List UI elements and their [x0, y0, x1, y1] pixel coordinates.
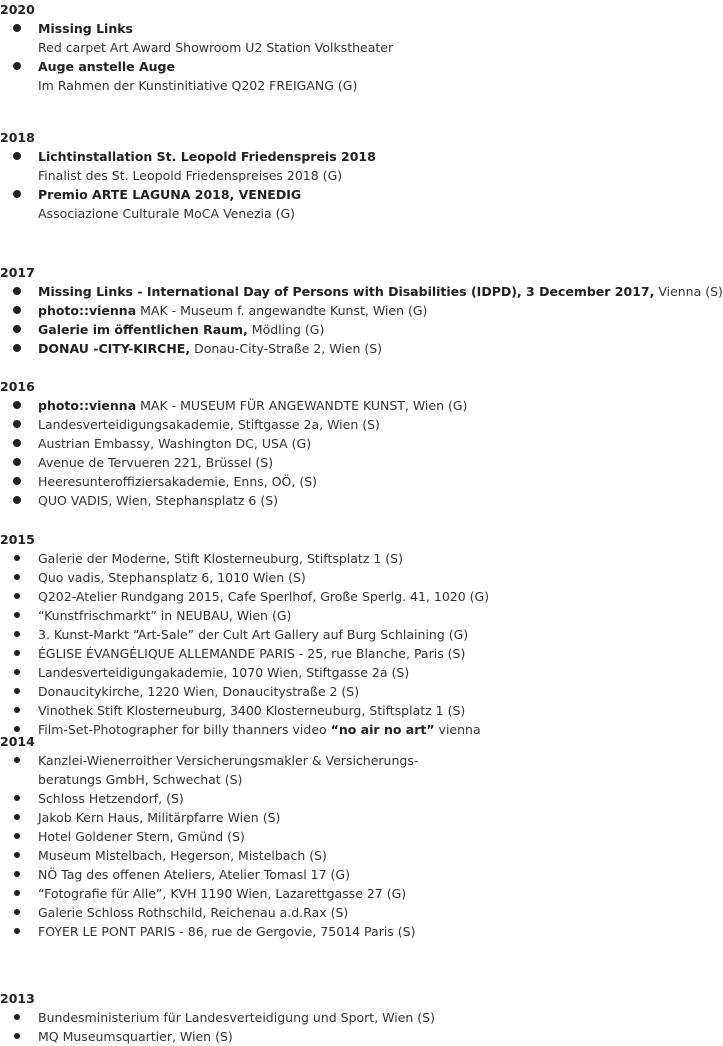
list-item — [0, 301, 705, 320]
list-item — [0, 1008, 705, 1027]
item-line — [0, 472, 705, 491]
bullet-icon — [13, 401, 21, 409]
item-title: photo::vienna — [38, 303, 137, 318]
item-line — [0, 846, 705, 865]
item-text: Hotel Goldener Stern, Gmünd (S) — [38, 829, 245, 844]
list-item — [0, 282, 723, 301]
list-item — [0, 587, 705, 606]
item-line — [0, 808, 705, 827]
item-text: MAK - MUSEUM FÜR ANGEWANDTE KUNST, Wien (G) — [136, 398, 468, 413]
bullet-icon — [14, 688, 20, 694]
item-subtitle: Im Rahmen der Kunstinitiative Q202 FREIGANG (G) — [38, 78, 358, 93]
item-text: MAK - Museum f. angewandte Kunst, Wien (G) — [136, 303, 428, 318]
item-line — [0, 19, 705, 38]
item-text: Vinothek Stift Klosterneuburg, 3400 Klosterneuburg, Stiftsplatz 1 (S) — [38, 703, 466, 718]
bullet-icon — [13, 152, 21, 160]
item-line — [0, 903, 705, 922]
item-line — [0, 147, 705, 166]
item-line — [0, 568, 705, 587]
item-text: Vienna (S) — [654, 284, 723, 299]
bullet-icon — [13, 420, 21, 428]
list-item — [0, 865, 705, 884]
item-line — [0, 720, 705, 739]
bullet-icon — [14, 833, 20, 839]
bullet-icon — [14, 814, 20, 820]
item-text: Landesverteidigungsakademie, Stiftgasse 2a, Wien (S) — [38, 417, 380, 432]
list-item — [0, 846, 705, 865]
list-item — [0, 884, 705, 903]
item-text: Galerie Schloss Rothschild, Reichenau a.d.Rax (S) — [38, 905, 349, 920]
item-line — [0, 827, 705, 846]
bullet-icon — [14, 593, 20, 599]
list-item — [0, 808, 705, 827]
item-title: Auge anstelle Auge — [38, 59, 175, 74]
item-text: Film-Set-Photographer for billy thanners video — [38, 722, 331, 737]
bullet-icon — [14, 1014, 20, 1020]
bullet-icon — [13, 62, 21, 70]
bullet-icon — [14, 650, 20, 656]
list-item — [0, 415, 705, 434]
bullet-icon — [13, 458, 21, 466]
bullet-icon — [14, 707, 20, 713]
item-text: Galerie der Moderne, Stift Klosterneuburg, Stiftsplatz 1 (S) — [38, 551, 403, 566]
bullet-icon — [14, 928, 20, 934]
list-item — [0, 789, 705, 808]
list-item — [0, 434, 705, 453]
item-line — [0, 185, 705, 204]
list-item — [0, 903, 705, 922]
item-text: Donaucitykirche, 1220 Wien, Donaucitystraße 2 (S) — [38, 684, 360, 699]
bullet-icon — [14, 612, 20, 618]
item-text: Austrian Embassy, Washington DC, USA (G) — [38, 436, 312, 451]
item-line — [0, 682, 705, 701]
bullet-icon — [13, 287, 21, 295]
item-line — [0, 339, 705, 358]
list-item — [0, 185, 705, 223]
list-item — [0, 827, 705, 846]
item-text: Bundesministerium für Landesverteidigung und Sport, Wien (S) — [38, 1010, 435, 1025]
item-text: Museum Mistelbach, Hegerson, Mistelbach (S) — [38, 848, 327, 863]
list-item — [0, 701, 705, 720]
item-subtitle: Associazione Culturale MoCA Venezia (G) — [38, 206, 296, 221]
item-text: Heeresunteroffiziersakademie, Enns, OÖ, (S) — [38, 474, 318, 489]
list-item — [0, 922, 705, 941]
section-year: 2017 — [0, 265, 35, 280]
list-item — [0, 568, 705, 587]
item-line — [0, 606, 705, 625]
item-line — [0, 789, 705, 808]
list-item — [0, 472, 705, 491]
item-line — [0, 922, 705, 941]
list-item — [0, 147, 705, 185]
item-line — [0, 301, 705, 320]
item-text: Mödling (G) — [247, 322, 325, 337]
bullet-icon — [14, 852, 20, 858]
list-item — [0, 19, 705, 57]
item-text: ÉGLISE ÉVANGÉLIQUE ALLEMANDE PARIS - 25, rue Blanche, Paris (S) — [38, 646, 466, 661]
bullet-icon — [14, 631, 20, 637]
list-item — [0, 751, 705, 789]
item-text: FOYER LE PONT PARIS - 86, rue de Gergovie, 75014 Paris (S) — [38, 924, 416, 939]
list-item — [0, 1027, 705, 1046]
section-year: 2015 — [0, 532, 35, 547]
section-year: 2014 — [0, 734, 35, 749]
item-text: Jakob Kern Haus, Militärpfarre Wien (S) — [38, 810, 281, 825]
item-line — [0, 282, 723, 301]
item-title: Missing Links — [38, 21, 133, 36]
item-text: Avenue de Tervueren 221, Brüssel (S) — [38, 455, 274, 470]
item-text: “Kunstfrischmarkt” in NEUBAU, Wien (G) — [38, 608, 292, 623]
item-text: 3. Kunst-Markt “Art-Sale” der Cult Art Gallery auf Burg Schlaining (G) — [38, 627, 469, 642]
item-line — [0, 1027, 705, 1046]
bullet-icon — [13, 344, 21, 352]
item-text: Donau-City-Straße 2, Wien (S) — [190, 341, 383, 356]
section-year: 2016 — [0, 379, 35, 394]
list-item — [0, 720, 705, 739]
list-item — [0, 682, 705, 701]
section-year: 2013 — [0, 991, 35, 1006]
item-line — [0, 865, 705, 884]
bullet-icon — [14, 669, 20, 675]
item-line — [0, 57, 705, 76]
list-item — [0, 57, 705, 95]
bullet-icon — [14, 871, 20, 877]
item-line — [0, 701, 705, 720]
item-subtitle: beratungs GmbH, Schwechat (S) — [38, 772, 243, 787]
item-text: MQ Museumsquartier, Wien (S) — [38, 1029, 233, 1044]
list-item — [0, 491, 705, 510]
bullet-icon — [14, 890, 20, 896]
item-title: Lichtinstallation St. Leopold Friedenspreis 2018 — [38, 149, 376, 164]
list-item — [0, 625, 705, 644]
item-title: DONAU -CITY-KIRCHE, — [38, 341, 191, 356]
bullet-icon — [13, 477, 21, 485]
item-title: photo::vienna — [38, 398, 137, 413]
bullet-icon — [13, 439, 21, 447]
list-item — [0, 396, 705, 415]
item-emphasis: “no air no art” — [330, 722, 435, 737]
item-line — [0, 884, 705, 903]
item-text: Landesverteidigungakademie, 1070 Wien, Stiftgasse 2a (S) — [38, 665, 410, 680]
item-tail: vienna — [434, 722, 481, 737]
bullet-icon — [14, 909, 20, 915]
item-text: “Fotografie für Alle”, KVH 1190 Wien, Lazarettgasse 27 (G) — [38, 886, 407, 901]
item-line — [0, 644, 705, 663]
item-line — [0, 491, 705, 510]
item-line — [0, 549, 705, 568]
item-title: Premio ARTE LAGUNA 2018, VENEDIG — [38, 187, 302, 202]
bullet-icon — [13, 306, 21, 314]
bullet-icon — [13, 190, 21, 198]
item-line — [0, 1008, 705, 1027]
item-line — [0, 320, 705, 339]
bullet-icon — [14, 757, 20, 763]
bullet-icon — [13, 325, 21, 333]
item-text: Quo vadis, Stephansplatz 6, 1010 Wien (S) — [38, 570, 306, 585]
item-line — [0, 625, 705, 644]
list-item — [0, 453, 705, 472]
item-title: Missing Links - International Day of Persons with Disabilities (IDPD), 3 December 2017, — [38, 284, 655, 299]
bullet-icon — [14, 795, 20, 801]
item-title: Galerie im öffentlichen Raum, — [38, 322, 248, 337]
bullet-icon — [13, 24, 21, 32]
item-text: Kanzlei-Wienerroither Versicherungsmakler & Versicherungs- — [38, 753, 419, 768]
bullet-icon — [14, 1033, 20, 1039]
item-line — [0, 587, 705, 606]
list-item — [0, 663, 705, 682]
item-text: Schloss Hetzendorf, (S) — [38, 791, 184, 806]
item-line — [0, 396, 705, 415]
item-line — [0, 453, 705, 472]
item-subtitle: Red carpet Art Award Showroom U2 Station Volkstheater — [38, 40, 394, 55]
bullet-icon — [13, 496, 21, 504]
item-line — [0, 663, 705, 682]
bullet-icon — [14, 574, 20, 580]
item-text: QUO VADIS, Wien, Stephansplatz 6 (S) — [38, 493, 279, 508]
list-item — [0, 320, 705, 339]
bullet-icon — [14, 555, 20, 561]
list-item — [0, 339, 705, 358]
item-subtitle: Finalist des St. Leopold Friedenspreises 2018 (G) — [38, 168, 343, 183]
section-year: 2020 — [0, 2, 35, 17]
list-item — [0, 549, 705, 568]
item-line — [0, 434, 705, 453]
item-text: Q202-Atelier Rundgang 2015, Cafe Sperlhof, Große Sperlg. 41, 1020 (G) — [38, 589, 490, 604]
item-text: NÖ Tag des offenen Ateliers, Atelier Tomasl 17 (G) — [38, 867, 350, 882]
section-year: 2018 — [0, 130, 35, 145]
item-line — [0, 415, 705, 434]
list-item — [0, 644, 705, 663]
list-item — [0, 606, 705, 625]
item-line — [0, 751, 705, 770]
